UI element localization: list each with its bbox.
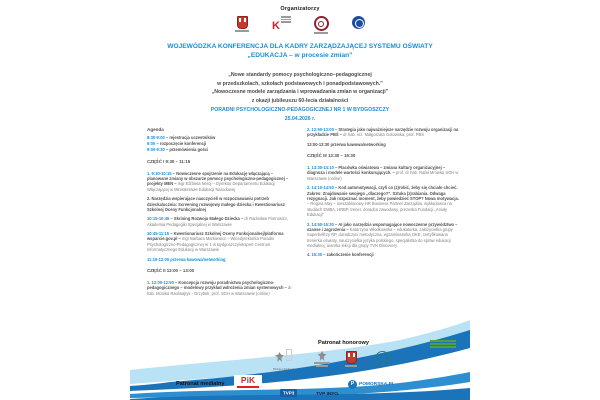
subtitle-line-1: „Nowe standardy pomocy psychologiczno–pedagogicznej — [228, 72, 372, 78]
university-emblem-icon — [352, 16, 365, 29]
honorary-patronage-heading: Patronat honorowy — [318, 340, 369, 346]
organizers-heading: Organizatorzy — [280, 6, 320, 12]
subtitle-line-4: z okazji jubileuszu 60-lecia działalności — [251, 98, 349, 105]
subtitle-line-3: „Nowoczesne modele zarządzania i wprowadzania zmian w organizacji” — [211, 89, 389, 96]
agenda-item: 10:15-10:45 – Skrining Rozwoju Małego Dziecka – dr Radosław Piotrowicz, Akademia Pedagogiki Specjalnej w Warszawie — [147, 216, 289, 227]
tvp3-logo: TVP3 — [280, 381, 297, 399]
agenda-item: 1. 9:30-10:15 – Nowoczesne spojrzenie na Edukację włączającą – planowane zmiany w obszarze pomocy psychologiczno-pedagogicznej – projekty MEN – mgr Elżbieta Neroj – Dyrektor Departamentu Edukacji Włączającej w Ministerstwie Edukacji Narodowej — [147, 170, 289, 192]
agenda-item: 2. 14:10-14:50 – Kod automotywacji, czyli co (z)robić, żeby się chciało chcieć. Zakres: Znajdowanie swojego „dlaczego?”. Sztuka (z)rabiania. Odwaga rezygnacji. Jak rozpoznać moment, żeby powiedzieć STOP? Nowa motywacja. – Regina May – nieszablonowy HR Business Partner Zarządów, wykładowca na studiach EMBA, HRBP, trener, doradca zawodowy, prezeska Fundacji „Anioły Edukacji” — [307, 185, 459, 218]
agenda-item: CZĘŚĆ II 12:00 – 13:00 — [147, 268, 195, 274]
agenda-item: 9:00-9:30 – przemówienia gości — [147, 147, 209, 153]
poradnia-emblem-icon — [314, 16, 329, 34]
title-line-1: WOJEWÓDZKA KONFERENCJA DLA KADRY ZARZĄDZAJĄCEJ SYSTEMU OŚWIATY — [167, 43, 433, 50]
conference-subtitle — [130, 71, 470, 123]
radio-pik-logo: PiK — [234, 375, 262, 389]
pomorska-pl-logo: P POMORSKA.PL — [348, 380, 395, 389]
kurator-oswiaty-eagle-icon — [314, 351, 330, 367]
minister-edukacji-caption: Minister Edukacji — [273, 367, 295, 371]
agenda-column-left — [147, 127, 295, 300]
bydgoszcz-city-crest-icon — [345, 351, 357, 367]
agenda-item: Agenda — [147, 127, 164, 132]
agenda-item: 8:30-9:00 – rejestracja uczestników — [147, 134, 216, 140]
agenda-item: 10:45-11:15 – Kwestionariusz Szkolnej Oceny Funkcjonalnej/platforma wsparcie.gov.pl – mgr Barbara Markiewicz – Wicedyrektorka Poradni Psychologiczno-Pedagogicznej nr 1 w Bydgoszczy/ekspert Centrum Informatycznego Edukacji w Warszawie — [147, 231, 284, 253]
green-seal-icon — [375, 351, 390, 366]
agenda-item: CZĘŚĆ III 13:30 – 15:30 — [307, 153, 356, 159]
minister-edukacji-logo — [273, 349, 294, 371]
agenda-item: 3. 14:50-15:30 – AI jako narzędzia wspomagające nowoczesne przywództwo – szanse i zagrożenia – Katarzyna Włodkowska – edukatorka, założycielka grupy Superbelfrzy RP, doradczyni metodyczna, egzaminatorka OKE, certyfikowana trenerka oświaty, nauczycielka języka polskiego, specjalistka do spraw edukacji medialnej, autorka lekcji dla grupy TVN Discovery — [307, 221, 458, 249]
agenda-item: 1. 13:30-14:10 – Placówka oświatowa – zmiana kultury organizacyjnej – diagnoza i modele wartości konkurujących. – prof. dr hab. Rafał Mrówka SGH w Warszawie (online) — [307, 164, 459, 181]
organizer-logos-row — [130, 16, 470, 36]
agenda-column-right — [307, 127, 459, 300]
organizer-name: PORADNI PSYCHOLOGICZNO-PEDAGOGICZNEJ NR 1 W BYDGOSZCZY — [210, 106, 390, 113]
agenda-item: 2. 12:50-13:00 – Strategia jako najważniejsze narzędzie rozwoju organizacji na przykładzie PBŚ – dr hab. inż. Małgorzata Gotowska, prof. PBŚ — [307, 127, 459, 138]
agenda-item: 13:00-13:30 przerwa kawowa/networking — [307, 141, 386, 147]
conference-date: 25.04.2026 r. — [284, 115, 316, 122]
agenda-item: 4. 15:30 – zakończenie konferencji — [307, 252, 374, 258]
tvp-info-logo: TVP INFO. — [316, 392, 340, 397]
agenda-item: 11:15-12:00 przerwa kawowa/networking — [147, 256, 226, 262]
subtitle-line-2: w przedszkolach, szkołach podstawowych i ponadpodstawowych.” — [217, 80, 383, 87]
agenda-item: 2. Narzędzia wspierające nauczycieli w rozpoznawaniu potrzeb dziecka/ucznia: Screening rozwojowy małego dziecka i Kwestionariusz Szkolnej Oceny Funkcjonalnej — [147, 196, 285, 212]
agenda-item: CZĘŚĆ I 9:30 – 11:15 — [147, 158, 191, 164]
bydgoszcz-crest-icon — [235, 16, 249, 32]
agenda-item: 9:00 – rozpoczęcie konferencji — [147, 140, 207, 146]
media-patronage-heading: Patronat medialny — [176, 381, 225, 387]
wave-decoration — [130, 320, 470, 400]
agenda-item: 1. 12:00-12:50 – Koncepcja rozwoju poradnictwa psychologiczno-pedagogicznego – modelowy przykład wdrożenia zmian systemowych – dr hab. Monika Raulinajtys - Grzybek, prof. SGH w Warszawie (online) — [147, 279, 292, 296]
agenda-section — [147, 127, 459, 300]
green-text-logo-icon — [430, 340, 456, 349]
conference-title — [130, 43, 470, 60]
title-line-2: „EDUKACJA – w procesie zmian” — [247, 51, 353, 59]
conference-poster — [130, 0, 470, 400]
kpcen-k-icon: K — [272, 16, 291, 34]
